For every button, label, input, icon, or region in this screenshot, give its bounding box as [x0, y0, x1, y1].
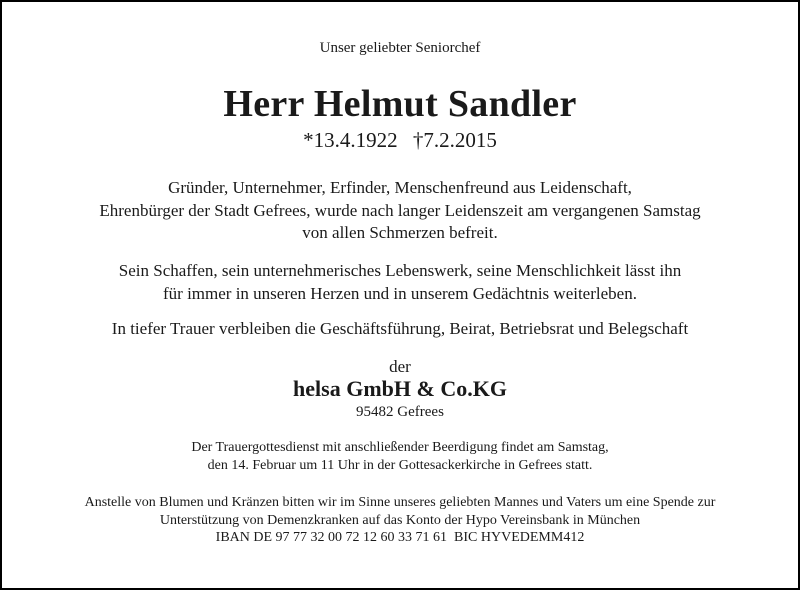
- service-line: Der Trauergottesdienst mit anschließender Beerdigung findet am Samstag,: [191, 440, 609, 455]
- funeral-service-info: [2, 439, 798, 474]
- company-name: helsa GmbH & Co.KG: [293, 376, 507, 401]
- intro-text: Unser geliebter Seniorchef: [319, 40, 481, 56]
- mourners-text: In tiefer Trauer verbleiben die Geschäftsführung, Beirat, Betriebsrat und Belegschaft: [111, 319, 689, 338]
- donation-line: Anstelle von Blumen und Kränzen bitten wir im Sinne unseres geliebten Mannes und Vaters um eine Spende zur: [84, 495, 716, 510]
- tribute-line: Gründer, Unternehmer, Erfinder, Menschenfreund aus Leidenschaft,: [168, 178, 632, 197]
- donation-line: Unterstützung von Demenzkranken auf das Konto der Hypo Vereinsbank in München: [159, 512, 641, 528]
- service-line: den 14. Februar um 11 Uhr in der Gottesackerkirche in Gefrees statt.: [207, 457, 593, 473]
- legacy-line: Sein Schaffen, sein unternehmerisches Lebenswerk, seine Menschlichkeit lässt ihn: [118, 261, 682, 280]
- death-date: †7.2.2015: [412, 128, 497, 152]
- deceased-name: Herr Helmut Sandler: [223, 83, 577, 125]
- legacy-paragraph: [2, 260, 798, 305]
- donation-info: [2, 494, 798, 547]
- donation-bank-details: IBAN DE 97 77 32 00 72 12 60 33 71 61 BIC HYVEDEMM412: [215, 530, 585, 545]
- birth-date: *13.4.1922: [303, 128, 398, 152]
- tribute-line: Ehrenbürger der Stadt Gefrees, wurde nach langer Leidenszeit am vergangenen Samstag: [99, 200, 701, 220]
- life-dates: [2, 128, 798, 153]
- der-text: der: [389, 357, 411, 376]
- tribute-paragraph: [2, 177, 798, 245]
- company-city: 95482 Gefrees: [356, 404, 444, 420]
- tribute-line: von allen Schmerzen befreit.: [302, 223, 498, 242]
- legacy-line: für immer in unseren Herzen und in unserem Gedächtnis weiterleben.: [163, 283, 637, 303]
